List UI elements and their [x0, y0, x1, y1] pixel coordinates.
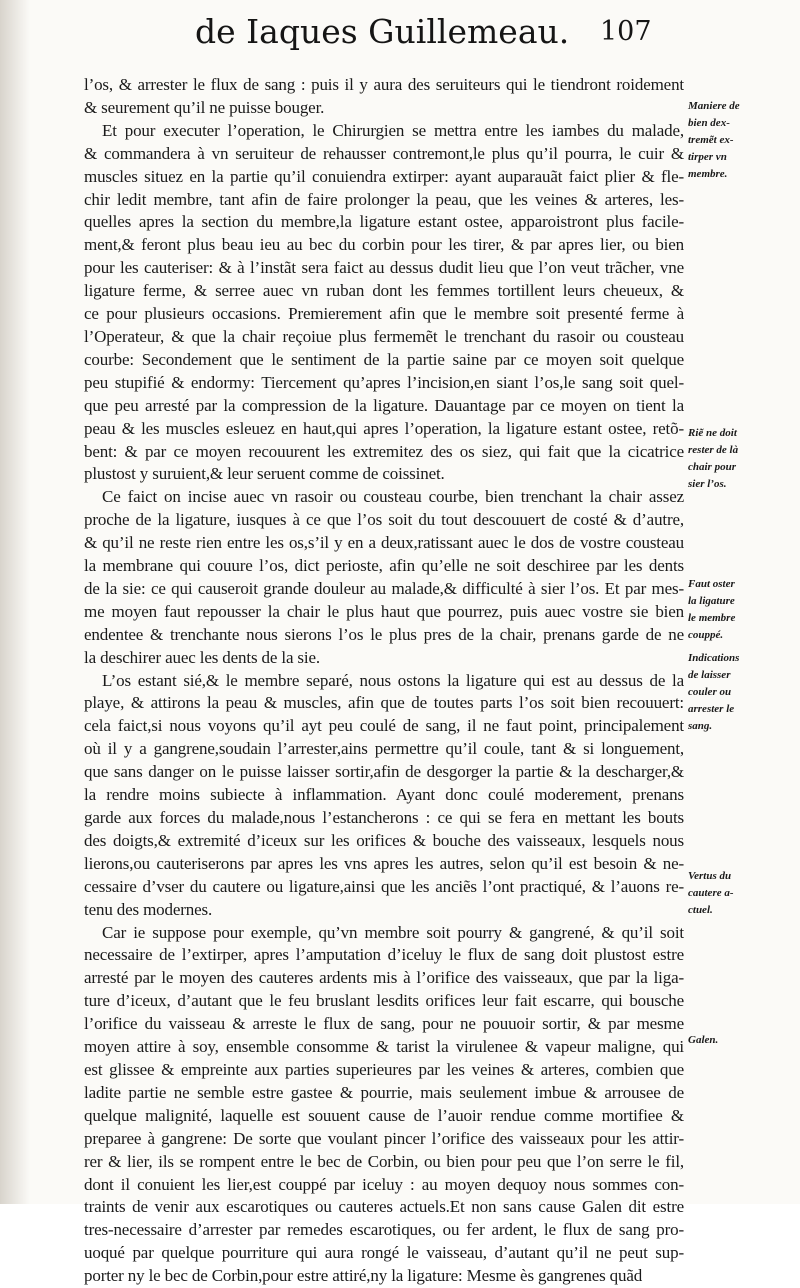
text-line: cela faict,si nous voyons qu’il ayt peu coulé de sang, il ne faut point, principalement: [84, 716, 684, 736]
text-line: preparee à gangrene: De sorte que voulant pincer l’orifice des vaisseaux pour les attir-: [84, 1128, 684, 1148]
margin-note: [688, 1032, 758, 1049]
margin-note-line: Vertus du: [688, 870, 732, 882]
text-line: me moyen faut repousser la chair le plus haut que pourrez, puis auec vostre sie bien: [84, 601, 684, 621]
text-line: la deschirer auec les dents de la sie.: [84, 647, 320, 667]
margin-note-line: sier l’os.: [688, 478, 727, 490]
margin-note-line: tirper vn: [688, 151, 727, 163]
margin-note: [688, 98, 758, 183]
margin-note-line: bien dex-: [688, 117, 730, 129]
margin-note-line: ctuel.: [688, 904, 713, 916]
text-line: chir ledit membre, tant afin de faire prolonger la peau, que les veines & arteres, les-: [84, 189, 684, 209]
text-line: l’os, & arrester le flux de sang : puis il y aura des seruiteurs qui le tiendront roidement: [84, 75, 684, 94]
text-line: L’os estant sié,& le membre separé, nous ostons la ligature qui est au dessus de la: [102, 670, 684, 690]
text-line: ment,& feront plus beau ieu au bec du corbin pour les tirer, & par apres lier, ou bien: [84, 235, 684, 255]
text-line: courbe: Secondement que le sentiment de la partie saine par ce moyen soit quelque: [84, 349, 684, 369]
margin-note-line: tremẽt ex-: [688, 134, 734, 146]
margin-note: [688, 576, 758, 644]
text-line: rer & lier, ils se rompent entre le bec de Corbin, ou bien pour peu que l’on serre le fil,: [84, 1151, 684, 1171]
text-line: pour les cauteriser: & à l’instãt sera faict au dessus dudit lieu que l’on veut trãcher, vne: [84, 258, 684, 278]
text-line: necessaire de l’extirper, apres l’amputation d’iceluy le flux de sang doit plustost estre: [84, 945, 684, 965]
margin-note-line: le membre: [688, 612, 736, 624]
margin-note-line: membre.: [688, 168, 728, 180]
text-line: ce pour plusieurs occasions. Premierement afin que le membre soit presenté ferme à: [84, 304, 684, 324]
text-line: quelque malignité, laquelle est souuent cause de l’auoir rendue comme mortifiee &: [84, 1105, 684, 1125]
text-line: des doigts,& extremité d’iceux sur les orifices & bouche des vaisseaux, lesquels nous: [84, 830, 684, 850]
text-line: la rendre moins subiecte à inflammation. Ayant donc coulé moderement, prenans: [84, 785, 684, 805]
text-line: Et pour executer l’operation, le Chirurgien se mettra entre les iambes du malade,: [102, 120, 684, 140]
text-line: où il y a gangrene,soudain l’arrester,ains permettre qu’il coule, tant & si longuement,: [84, 739, 684, 759]
text-line: plustost y suruient,& leur seruent comme de coissinet.: [84, 464, 445, 484]
margin-note-line: Indications: [688, 652, 740, 664]
margin-note-line: Faut oster: [688, 578, 735, 590]
text-line: moyen attire à soy, ensemble consomme & tarist la virulenee & vapeur maligne, qui: [84, 1037, 684, 1057]
text-line: dont il conuient les lier,est couppé par iceluy : au moyen dequoy nous sommes con-: [84, 1174, 684, 1194]
text-line: garde aux forces du malade,nous l’estancherons : ce qui se fera en mettant les bouts: [84, 808, 684, 827]
margin-note: [688, 425, 758, 493]
margin-note-line: cautere a-: [688, 887, 734, 899]
margin-note-line: couppé.: [688, 629, 724, 641]
text-line: est glissee & empreinte aux parties superieures par les veines & arteres, combien que: [84, 1059, 684, 1079]
text-line: traints de venir aux escarotiques ou cauteres actuels.Et non sans cause Galen dit estre: [84, 1197, 684, 1217]
text-line: proche de la ligature, iusques à ce que l’os soit du tout descouuert de costé & d’autre,: [84, 510, 684, 530]
text-line: Car ie suppose pour exemple, qu’vn membre soit pourry & gangrené, & qu’il soit: [102, 922, 684, 942]
margin-note-line: de laisser: [688, 669, 731, 681]
text-line: ladite partie ne semble estre gastee & pourrie, mais seulement imbue & arrousee de: [84, 1082, 684, 1102]
text-line: la membrane qui couure l’os, dict perioste, afin qu’elle ne soit deschiree par les dents: [84, 556, 684, 576]
text-line: lierons,ou cauteriserons par apres les vns apres les autres, selon qu’il est besoin & ne-: [84, 853, 684, 873]
text-line: tres-necessaire d’arrester par remedes escarotiques, ou fer ardent, le flux de sang pro-: [84, 1220, 684, 1240]
margin-note-line: arrester le: [688, 703, 735, 715]
text-line: tenu des modernes.: [84, 899, 213, 919]
text-line: ture d’iceux, d’autant que le feu bruslant lesdits orifices leur fait escarre, qui bousche: [84, 991, 684, 1011]
text-line: & seurement qu’il ne puisse bouger.: [84, 97, 325, 117]
text-line: & qu’il ne reste rien entre les os,s’il y en a deux,ratissant auec le dos de vostre cousteau: [84, 533, 684, 553]
text-line: l’Operateur, & que la chair reçoiue plus fermemẽt le trenchant du rasoir ou cousteau: [84, 326, 684, 346]
margin-note: [688, 650, 758, 735]
text-line: & commandera à vn seruiteur de rehausser contremont,le plus qu’il pourra, le cuir &: [84, 143, 684, 163]
margin-note-line: couler ou: [688, 686, 732, 698]
text-line: cessaire d’vser du cautere ou ligature,ainsi que les anciẽs l’ont practiqué, & l’auons re-: [84, 876, 684, 896]
running-title: de Iaques Guillemeau.: [195, 12, 570, 51]
text-line: ligature ferme, & serree auec vn ruban dont les femmes tortillent leurs cheueux, &: [84, 281, 684, 301]
margin-note-line: Galen.: [688, 1034, 719, 1046]
text-line: playe, & attirons la peau & muscles, afin que de toutes parts l’os soit bien recouuert:: [84, 693, 684, 713]
text-line: peau & les muscles esleuez en haut,qui apres l’operation, la ligature estant ostee, retõ-: [84, 418, 684, 438]
text-line: peu stupifié & endormy: Tiercement qu’apres l’incision,en siant l’os,le sang soit quel-: [84, 372, 684, 392]
margin-note-line: la ligature: [688, 595, 735, 607]
margin-note-line: rester de là: [688, 444, 739, 456]
text-line: muscles situez en la partie qu’il conuiendra extirper: ayant auparauãt faict plier & fle-: [84, 166, 684, 186]
text-line: bent: & par ce moyen recouurent les extremitez des os siez, qui fait que la cicatrice: [84, 441, 684, 461]
text-line: porter ny le bec de Corbin,pour estre attiré,ny la ligature: Mesme ès gangrenes quãd: [84, 1266, 643, 1286]
text-line: l’orifice du vaisseau & arreste le flux de sang, pour ne pouuoir sortir, & par mesme: [84, 1014, 684, 1034]
text-line: endentee & trenchante nous sierons l’os le plus pres de la chair, prenans garde de ne: [84, 624, 684, 644]
margin-note-line: Maniere de: [688, 100, 740, 112]
margin-note-line: Riẽ ne doit: [688, 427, 737, 439]
text-line: uoqué par quelque pourriture qui aura rongé le vaisseau, d’autant qu’il ne peut sup-: [84, 1243, 684, 1263]
text-line: quelles apres la section du membre,la ligature estant ostee, apparoistront plus facile-: [84, 212, 684, 232]
margin-note-line: sang.: [688, 720, 713, 732]
text-line: de la sie: ce qui causeroit grande douleur au malade,& difficulté à sier l’os. Et par mes-: [84, 578, 684, 598]
text-line: que sans danger on le puisse laisser sortir,afin de desgorger la partie & la descharger,&: [84, 762, 684, 782]
text-line: Ce faict on incise auec vn rasoir ou cousteau courbe, bien trenchant la chair assez: [102, 487, 684, 507]
margin-note-line: chair pour: [688, 461, 736, 473]
text-line: arresté par le moyen des cauteres ardents mis à l’orifice des vaisseaux, que par la liga-: [84, 968, 684, 988]
page-number: 107: [600, 16, 652, 47]
margin-note: [688, 868, 758, 919]
text-line: que peu arresté par la compression de la ligature. Dauantage par ce moyen on tient la: [84, 395, 684, 415]
